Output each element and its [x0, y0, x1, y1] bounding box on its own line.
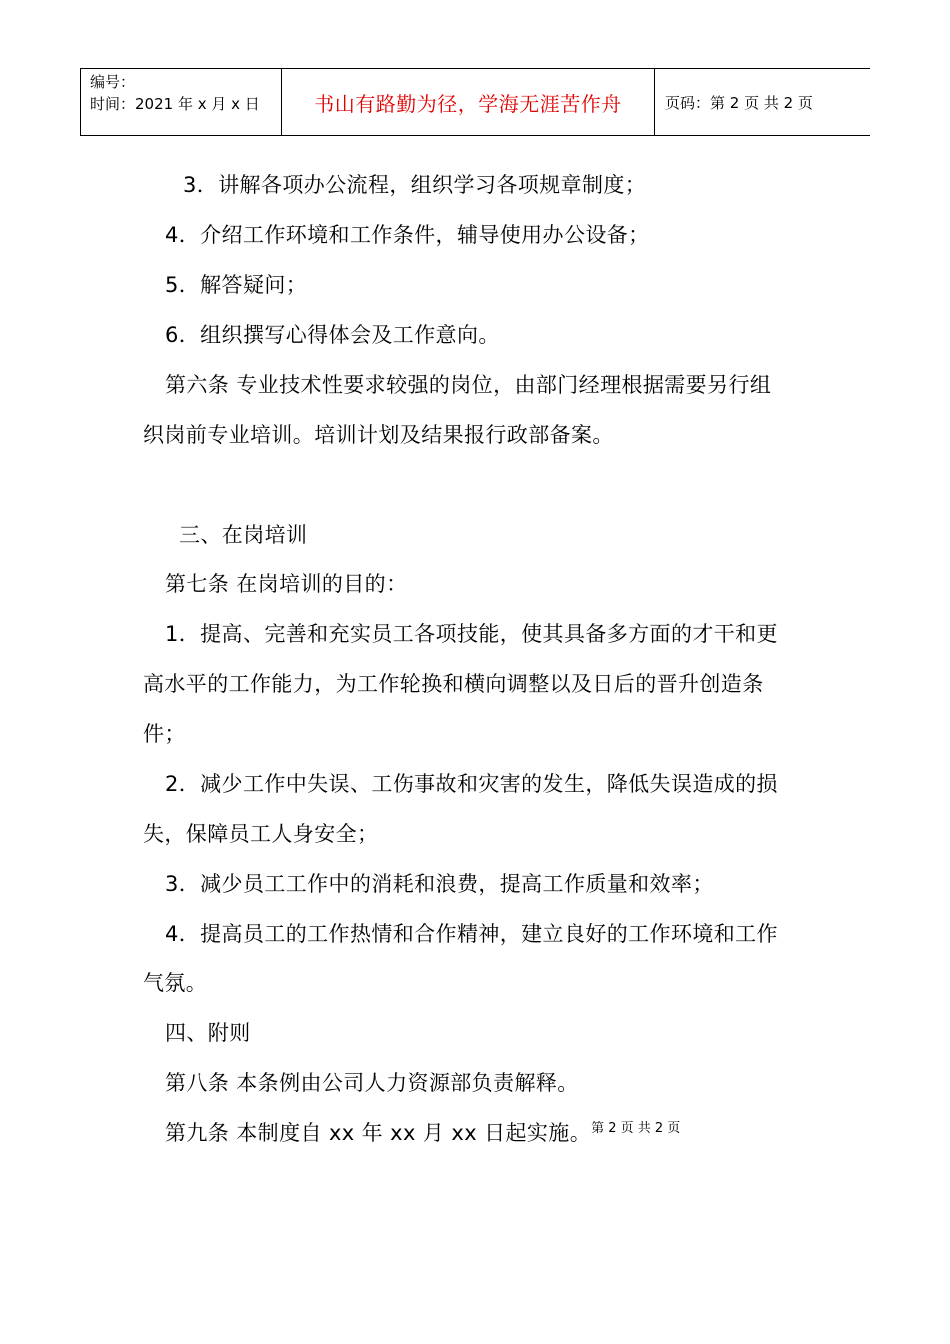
paragraph-line: 气氛。	[143, 971, 208, 995]
paragraph-line: 3．减少员工工作中的消耗和浪费，提高工作质量和效率；	[165, 872, 714, 896]
header-page-cell	[655, 69, 870, 135]
paragraph-line: 第六条 专业技术性要求较强的岗位，由部门经理根据需要另行组	[165, 373, 772, 397]
paragraph-line: 失，保障员工人身安全；	[143, 822, 379, 846]
paragraph-line: 高水平的工作能力，为工作轮换和横向调整以及日后的晋升创造条	[143, 672, 764, 696]
paragraph-line	[165, 1117, 680, 1147]
paragraph-line: 5．解答疑问；	[165, 273, 308, 297]
header-table	[80, 68, 870, 136]
footer-page-number: 第 2 页 共 2 页	[591, 1121, 681, 1136]
document-number: 编号：	[90, 73, 136, 91]
section-heading: 三、在岗培训	[179, 523, 308, 547]
paragraph-line: 6．组织撰写心得体会及工作意向。	[165, 323, 500, 347]
header-meta-cell	[81, 69, 282, 135]
paragraph-line: 4．提高员工的工作热情和合作精神，建立良好的工作环境和工作	[165, 922, 778, 946]
paragraph-line: 1．提高、完善和充实员工各项技能，使其具备多方面的才干和更	[165, 622, 778, 646]
paragraph-line: 4．介绍工作环境和工作条件，辅导使用办公设备；	[165, 223, 650, 247]
paragraph-line: 织岗前专业培训。培训计划及结果报行政部备案。	[143, 423, 614, 447]
paragraph-line: 第八条 本条例由公司人力资源部负责解释。	[165, 1071, 579, 1095]
final-article-text: 第九条 本制度自 xx 年 xx 月 xx 日起实施。	[165, 1121, 592, 1145]
paragraph-line: 3．讲解各项办公流程，组织学习各项规章制度；	[183, 173, 647, 197]
document-date: 时间：2021 年 x 月 x 日	[90, 95, 260, 113]
motto-text: 书山有路勤为径，学海无涯苦作舟	[314, 91, 622, 116]
paragraph-line: 件；	[143, 722, 186, 746]
paragraph-line: 2．减少工作中失误、工伤事故和灾害的发生，降低失误造成的损	[165, 772, 778, 796]
header-motto-cell	[282, 69, 655, 135]
page-info: 页码：第 2 页 共 2 页	[665, 93, 813, 112]
section-heading: 四、附则	[165, 1021, 251, 1045]
paragraph-line: 第七条 在岗培训的目的：	[165, 572, 408, 596]
